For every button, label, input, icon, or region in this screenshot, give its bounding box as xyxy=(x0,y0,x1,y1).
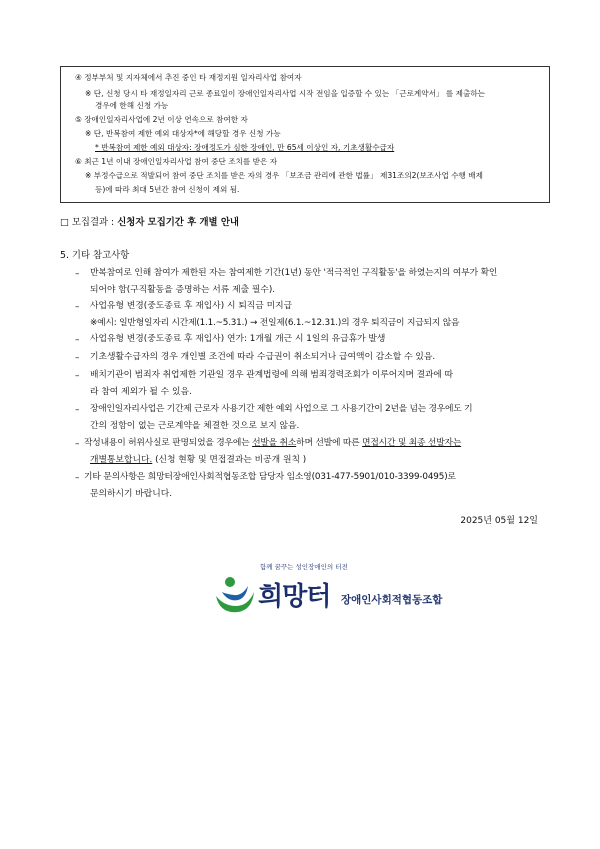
individual-notice: 개별통보합니다. xyxy=(90,455,153,465)
item-6: ⑥ 최근 1년 이내 장애인일자리사업 참여 중단 조치를 받은 자 xyxy=(75,157,278,166)
document-date: 2025년 05월 12일 xyxy=(460,516,538,526)
dash-8: – xyxy=(75,473,80,483)
item-5-note: ※ 단, 반복참여 제한 예외 대상자*에 해당할 경우 신청 가능 xyxy=(85,129,281,138)
result-value: 신청자 모집기간 후 개별 안내 xyxy=(117,217,239,228)
item-5: ⑤ 장애인일자리사업에 2년 이상 연속으로 참여한 자 xyxy=(75,115,248,124)
organization-logo xyxy=(208,562,448,626)
section-5-heading: 5. 기타 참고사항 xyxy=(60,250,130,261)
result-marker: □ xyxy=(60,217,69,228)
item-4-note-cont: 경우에 한해 신청 가능 xyxy=(95,101,169,110)
logo-slogan: 함께 꿈꾸는 성인장애인의 터전 xyxy=(260,563,348,571)
dash-6: – xyxy=(75,405,80,415)
dash-1: – xyxy=(75,269,80,279)
dash-4: – xyxy=(75,353,80,363)
eligibility-box xyxy=(60,66,550,203)
note-repeat-1: 반복참여로 인해 참여가 제한된 자는 참여제한 기간(1년) 동안 '적극적인 구직활동'을 하였는지의 여부가 확인 xyxy=(90,268,498,278)
note-contact-2: 문의하시기 바랍니다. xyxy=(90,489,173,499)
note-criminal-1: 배치기관이 범죄자 취업제한 기관일 경우 관계법령에 의해 범죄경력조회가 이루어지며 결과에 따 xyxy=(90,370,453,380)
note-type-example: ※예시: 일반형일자리 시간제(1.1.~5.31.) → 전일제(6.1.~12.31.)의 경우 퇴직금이 지급되지 않음 xyxy=(90,318,460,328)
item-6-note: ※ 부정수급으로 적발되어 참여 중단 조치를 받은 자의 경우 「보조금 관리에 관한 법률」 제31조의2(보조사업 수행 배제 xyxy=(85,171,483,180)
logo-org: 장애인사회적협동조합 xyxy=(341,594,443,606)
item-4-note: ※ 단, 신청 당시 타 재정일자리 근로 종료일이 장애인일자리사업 시작 전임을 입증할 수 있는 「근로계약서」 를 제출하는 xyxy=(85,89,486,98)
note-repeat-2: 되어야 함(구직활동을 증명하는 서류 제출 필수). xyxy=(90,285,276,295)
false-info-text-1: 작성내용이 허위사실로 판명되었을 경우에는 xyxy=(84,438,250,448)
note-contract-1: 장애인일자리사업은 기간제 근로자 사용기간 제한 예외 사업으로 그 사용기간이 2년을 넘는 경우에도 기 xyxy=(90,404,473,414)
dash-7: – xyxy=(75,439,80,449)
note-type-change: 사업유형 변경(중도종료 후 재입사) 시 퇴직금 미지급 xyxy=(90,301,293,311)
item-6-note-cont: 등)에 따라 최대 5년간 참여 신청이 제외 됨. xyxy=(95,185,240,194)
item-4: ④ 정부부처 및 지자체에서 추진 중인 타 재정지원 일자리사업 참여자 xyxy=(75,73,302,82)
logo-name: 희망터 xyxy=(258,582,331,612)
item-5-sub: * 반복참여 제한 예외 대상자: 장애정도가 심한 장애인, 만 65세 이상인 자, 기초생활수급자 xyxy=(95,143,395,152)
note-criminal-2: 라 참여 제외가 될 수 있음. xyxy=(90,387,192,397)
dash-5: – xyxy=(75,371,80,381)
dash-2: – xyxy=(75,302,80,312)
false-info-interview: 면접시간 및 최종 선발자는 xyxy=(362,438,462,448)
note-false-info-2 xyxy=(90,452,306,468)
private-notice: (신청 현황 및 면접결과는 비공개 원칙 ) xyxy=(152,455,307,465)
result-label: 모집결과 : xyxy=(71,217,115,228)
dash-3: – xyxy=(75,335,80,345)
result-line xyxy=(60,217,239,229)
note-welfare: 기초생활수급자의 경우 개인별 조건에 따라 수급권이 취소되거나 급여액이 감소할 수 있음. xyxy=(90,352,436,362)
note-contact-1: 기타 문의사항은 희망터장애인사회적협동조합 담당자 임소영(031-477-5901/010-3399-0495)로 xyxy=(84,472,456,482)
note-contract-2: 간의 정함이 없는 근로계약을 체결한 것으로 보지 않음. xyxy=(90,421,300,431)
false-info-text-2: 하며 선발에 따른 xyxy=(296,438,360,448)
note-leave: 사업유형 변경(중도종료 후 재입사) 연가: 1개월 개근 시 1일의 유급휴가 발생 xyxy=(90,334,386,344)
note-false-info xyxy=(84,435,461,451)
false-info-cancel: 선발을 취소 xyxy=(252,438,297,448)
